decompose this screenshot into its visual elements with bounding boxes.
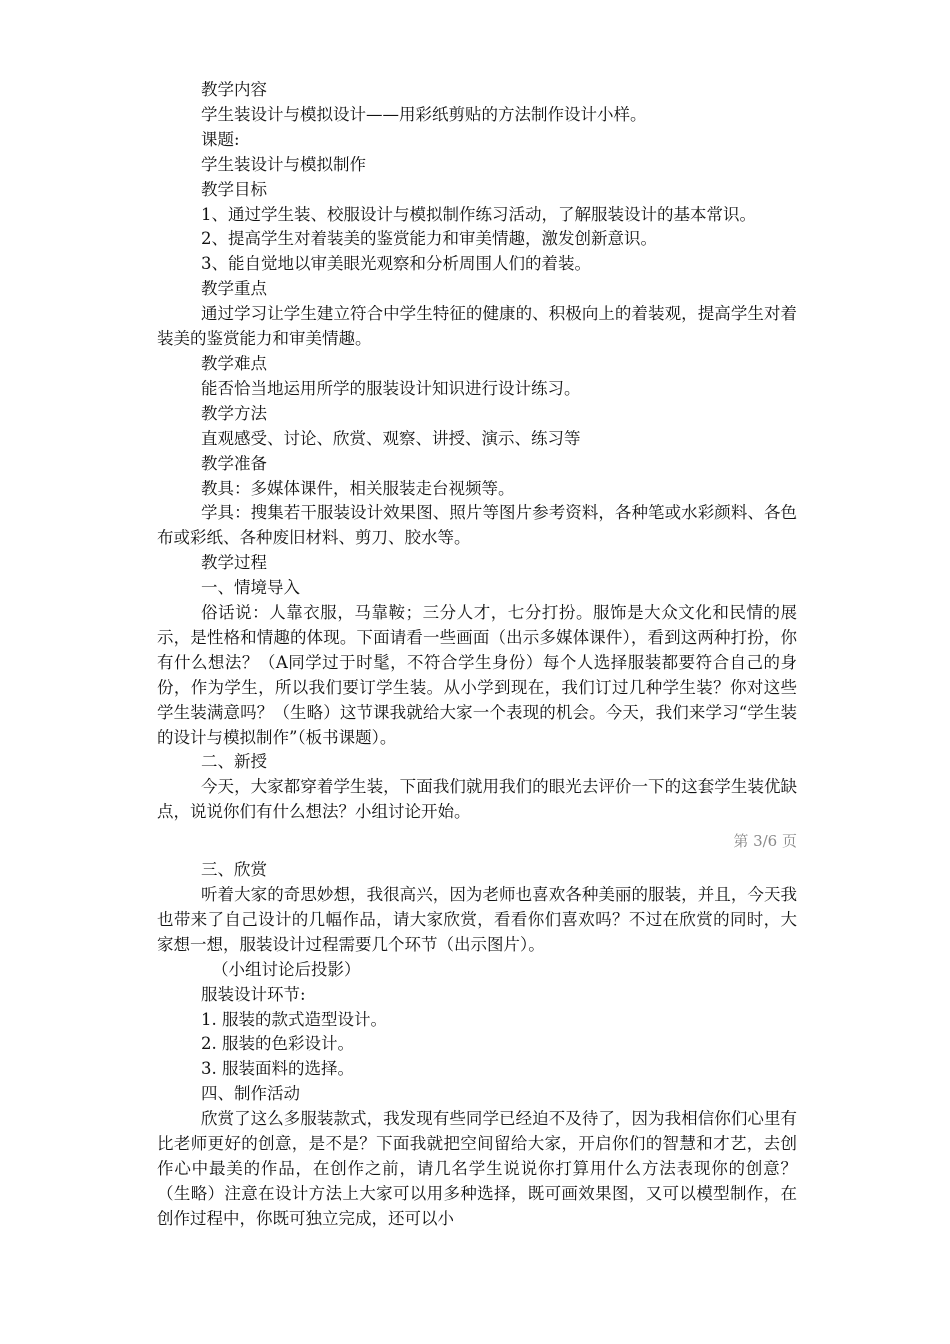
heading-methods: 教学方法	[201, 403, 267, 423]
heading-preparation: 教学准备	[201, 453, 267, 473]
paragraph-goal-1: 1、通过学生装、校服设计与模拟制作练习活动，了解服装设计的基本常识。	[201, 204, 756, 224]
paragraph-content-description: 学生装设计与模拟设计——用彩纸剪贴的方法制作设计小样。	[201, 104, 647, 124]
heading-key-points: 教学重点	[201, 279, 267, 299]
paragraph-new-lesson: 今天，大家都穿着学生装，下面我们就用我们的眼光去评价一下的这套学生装优缺点，说说你们有什么想法？小组讨论开始。	[157, 777, 797, 822]
list-item-step-2: 2. 服装的色彩设计。	[201, 1034, 354, 1054]
heading-difficulties: 教学难点	[201, 353, 267, 373]
paragraph-appreciation: 听着大家的奇思妙想，我很高兴，因为老师也喜欢各种美丽的服装，并且，今天我也带来了自己设计的几幅作品，请大家欣赏，看看你们喜欢吗？不过在欣赏的同时，大家想一想，服装设计过程需要几个环节（出示图片）。	[157, 885, 797, 954]
paragraph-group-discussion: （小组讨论后投影）	[212, 959, 361, 979]
heading-making-activity: 四、制作活动	[201, 1084, 300, 1104]
heading-teaching-goals: 教学目标	[201, 179, 267, 199]
heading-new-lesson: 二、新授	[201, 752, 267, 772]
heading-intro-section: 一、情境导入	[201, 578, 300, 598]
paragraph-methods: 直观感受、讨论、欣赏、观察、讲授、演示、练习等	[201, 428, 581, 448]
paragraph-key-points: 通过学习让学生建立符合中学生特征的健康的、积极向上的着装观，提高学生对着装美的鉴赏能力和审美情趣。	[157, 304, 797, 349]
paragraph-topic-title: 学生装设计与模拟制作	[201, 154, 366, 174]
heading-topic: 课题:	[201, 129, 240, 149]
paragraph-goal-2: 2、提高学生对着装美的鉴赏能力和审美情趣，激发创新意识。	[201, 229, 657, 249]
paragraph-teaching-aids: 教具：多媒体课件，相关服装走台视频等。	[201, 478, 515, 498]
heading-appreciation: 三、欣赏	[201, 860, 267, 880]
document-body	[157, 78, 797, 1232]
heading-design-steps: 服装设计环节:	[201, 984, 306, 1004]
list-item-step-1: 1. 服装的款式造型设计。	[201, 1009, 387, 1029]
paragraph-intro: 俗话说：人靠衣服，马靠鞍；三分人才，七分打扮。服饰是大众文化和民情的展示，是性格和情趣的体现。下面请看一些画面（出示多媒体课件），看到这两种打扮，你有什么想法？（A同学过于时髦，不符合学生身份）每个人选择服装都要符合自己的身份，作为学生，所以我们要订学生装。从小学到现在，我们订过几种学生装？你对这些学生装满意吗？（生略）这节课我就给大家一个表现的机会。今天，我们来学习“学生装的设计与模拟制作”（板书课题）。	[157, 603, 797, 747]
heading-process: 教学过程	[201, 553, 267, 573]
list-item-step-3: 3. 服装面料的选择。	[201, 1059, 354, 1079]
paragraph-goal-3: 3、能自觉地以审美眼光观察和分析周围人们的着装。	[201, 254, 591, 274]
page-number: 第 3/6 页	[733, 832, 797, 851]
paragraph-making-activity: 欣赏了这么多服装款式，我发现有些同学已经迫不及待了，因为我相信你们心里有比老师更好的创意，是不是？下面我就把空间留给大家，开启你们的智慧和才艺，去创作心中最美的作品，在创作之前，请几名学生说说你打算用什么方法表现你的创意？（生略）注意在设计方法上大家可以用多种选择，既可画效果图，又可以模型制作，在创作过程中，你既可独立完成，还可以小	[157, 1109, 797, 1228]
heading-teaching-content: 教学内容	[201, 80, 267, 99]
paragraph-difficulties: 能否恰当地运用所学的服装设计知识进行设计练习。	[201, 378, 581, 398]
paragraph-student-materials: 学具：搜集若干服装设计效果图、照片等图片参考资料，各种笔或水彩颜料、各色布或彩纸、各种废旧材料、剪刀、胶水等。	[157, 503, 797, 548]
